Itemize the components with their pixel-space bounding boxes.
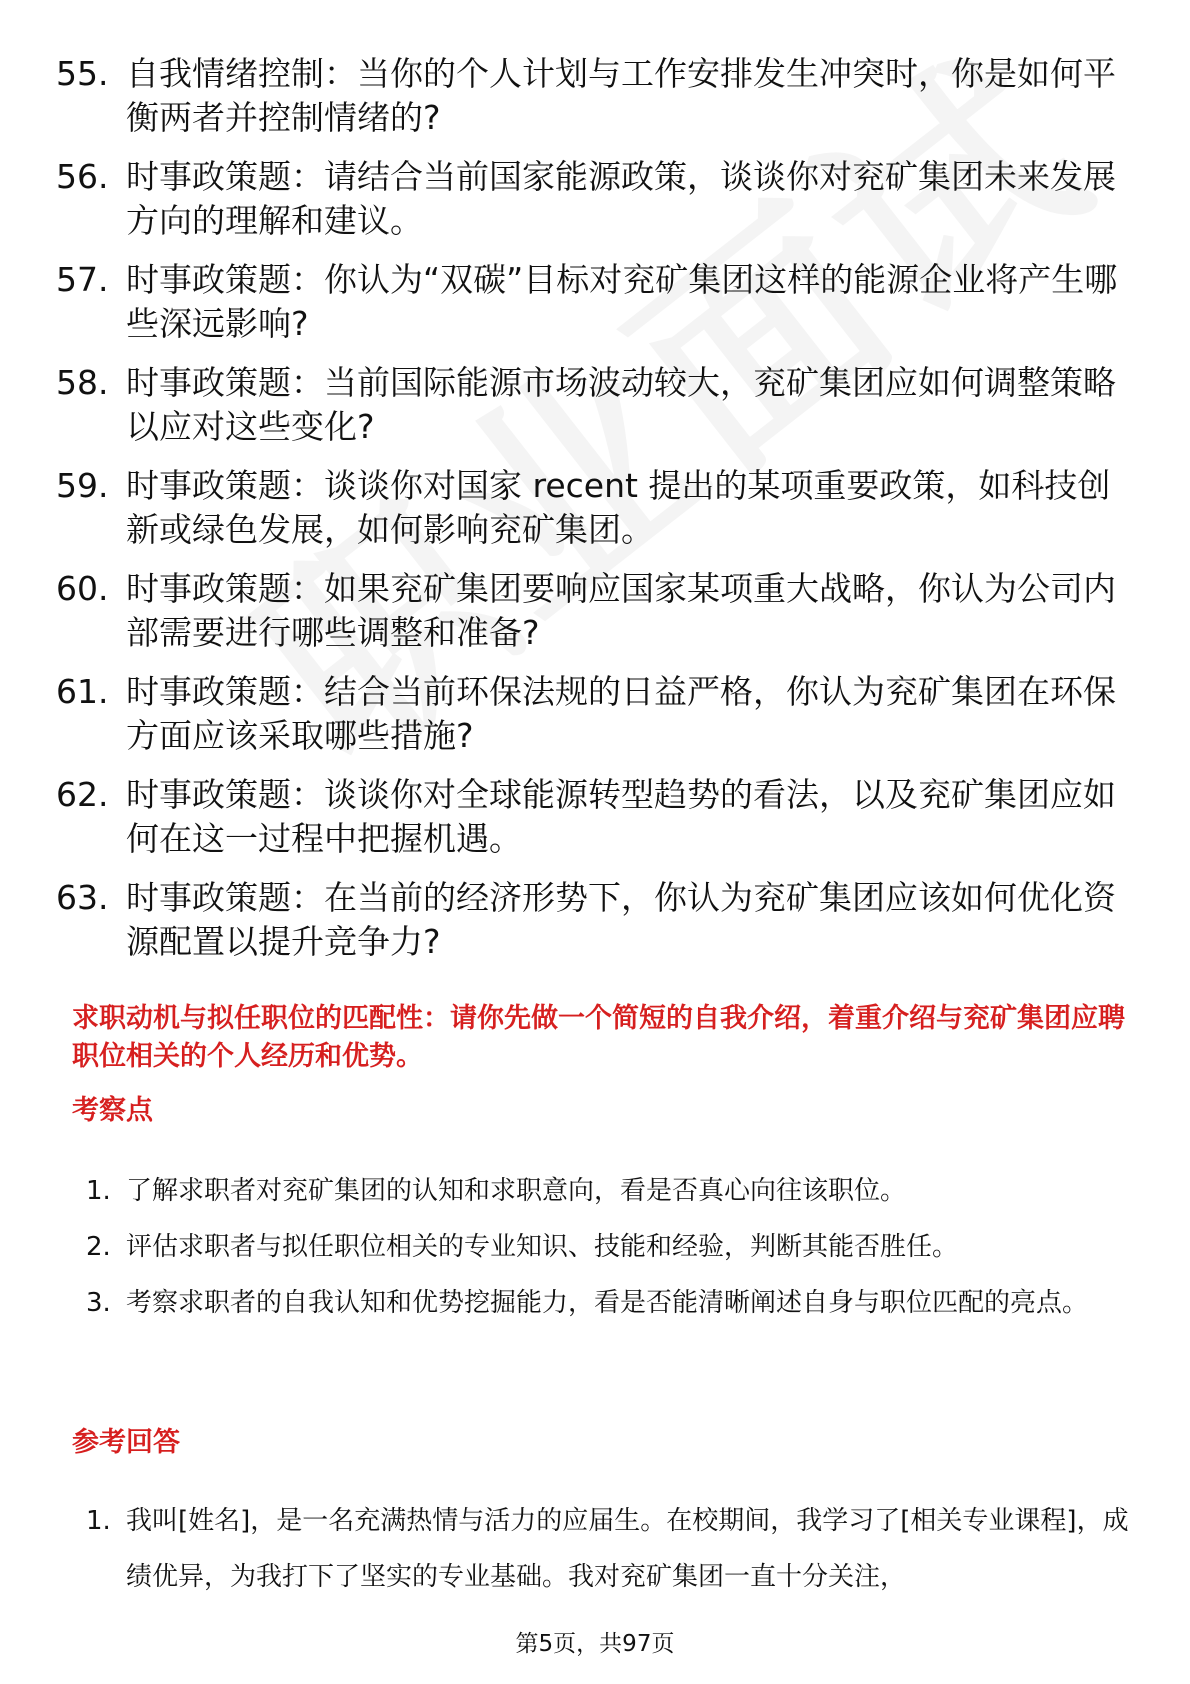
point-item [86, 1219, 1136, 1275]
question-text: 时事政策题：谈谈你对全球能源转型趋势的看法，以及兖矿集团应如何在这一过程中把握机遇。 [126, 775, 1116, 858]
question-number: 57. [56, 260, 109, 299]
question-list [56, 52, 1136, 979]
question-item [56, 155, 1136, 243]
question-item [56, 464, 1136, 552]
point-text: 了解求职者对兖矿集团的认知和求职意向，看是否真心向往该职位。 [126, 1176, 907, 1206]
question-text: 时事政策题：你认为“双碳”目标对兖矿集团这样的能源企业将产生哪些深远影响? [126, 260, 1118, 343]
question-number: 56. [56, 157, 109, 196]
answer-item [86, 1493, 1136, 1605]
point-text: 考察求职者的自我认知和优势挖掘能力，看是否能清晰阐述自身与职位匹配的亮点。 [126, 1288, 1089, 1318]
section-heading: 求职动机与拟任职位的匹配性：请你先做一个简短的自我介绍，着重介绍与兖矿集团应聘职位相关的个人经历和优势。 [72, 1003, 1125, 1072]
point-text: 评估求职者与拟任职位相关的专业知识、技能和经验，判断其能否胜任。 [126, 1232, 959, 1262]
point-number: 2. [86, 1232, 111, 1262]
question-text: 时事政策题：请结合当前国家能源政策，谈谈你对兖矿集团未来发展方向的理解和建议。 [126, 157, 1116, 240]
points-list [86, 1163, 1136, 1331]
question-item [56, 258, 1136, 346]
question-text: 自我情绪控制：当你的个人计划与工作安排发生冲突时，你是如何平衡两者并控制情绪的? [126, 54, 1116, 137]
point-number: 3. [86, 1288, 111, 1318]
question-number: 63. [56, 878, 109, 917]
question-number: 59. [56, 466, 109, 505]
question-item [56, 567, 1136, 655]
question-number: 55. [56, 54, 109, 93]
question-number: 60. [56, 569, 109, 608]
question-item [56, 670, 1136, 758]
question-text: 时事政策题：谈谈你对国家 recent 提出的某项重要政策，如科技创新或绿色发展，如何影响兖矿集团。 [126, 466, 1111, 549]
point-item [86, 1163, 1136, 1219]
question-text: 时事政策题：在当前的经济形势下，你认为兖矿集团应该如何优化资源配置以提升竞争力? [126, 878, 1116, 961]
question-item [56, 52, 1136, 140]
question-item [56, 876, 1136, 964]
answer-text: 我叫[姓名]，是一名充满热情与活力的应届生。在校期间，我学习了[相关专业课程]，成绩优异，为我打下了坚实的专业基础。我对兖矿集团一直十分关注， [126, 1506, 1129, 1592]
point-number: 1. [86, 1176, 111, 1206]
question-text: 时事政策题：当前国际能源市场波动较大，兖矿集团应如何调整策略以应对这些变化? [126, 363, 1116, 446]
answer-title: 参考回答 [72, 1427, 180, 1458]
question-number: 61. [56, 672, 109, 711]
question-item [56, 773, 1136, 861]
question-text: 时事政策题：如果兖矿集团要响应国家某项重大战略，你认为公司内部需要进行哪些调整和准备? [126, 569, 1116, 652]
question-text: 时事政策题：结合当前环保法规的日益严格，你认为兖矿集团在环保方面应该采取哪些措施? [126, 672, 1116, 755]
page-footer: 第5页，共97页 [515, 1631, 675, 1657]
point-item [86, 1275, 1136, 1331]
answer-list [86, 1493, 1136, 1605]
question-item [56, 361, 1136, 449]
points-title: 考察点 [72, 1095, 153, 1126]
question-number: 58. [56, 363, 109, 402]
question-number: 62. [56, 775, 109, 814]
answer-number: 1. [86, 1506, 111, 1536]
